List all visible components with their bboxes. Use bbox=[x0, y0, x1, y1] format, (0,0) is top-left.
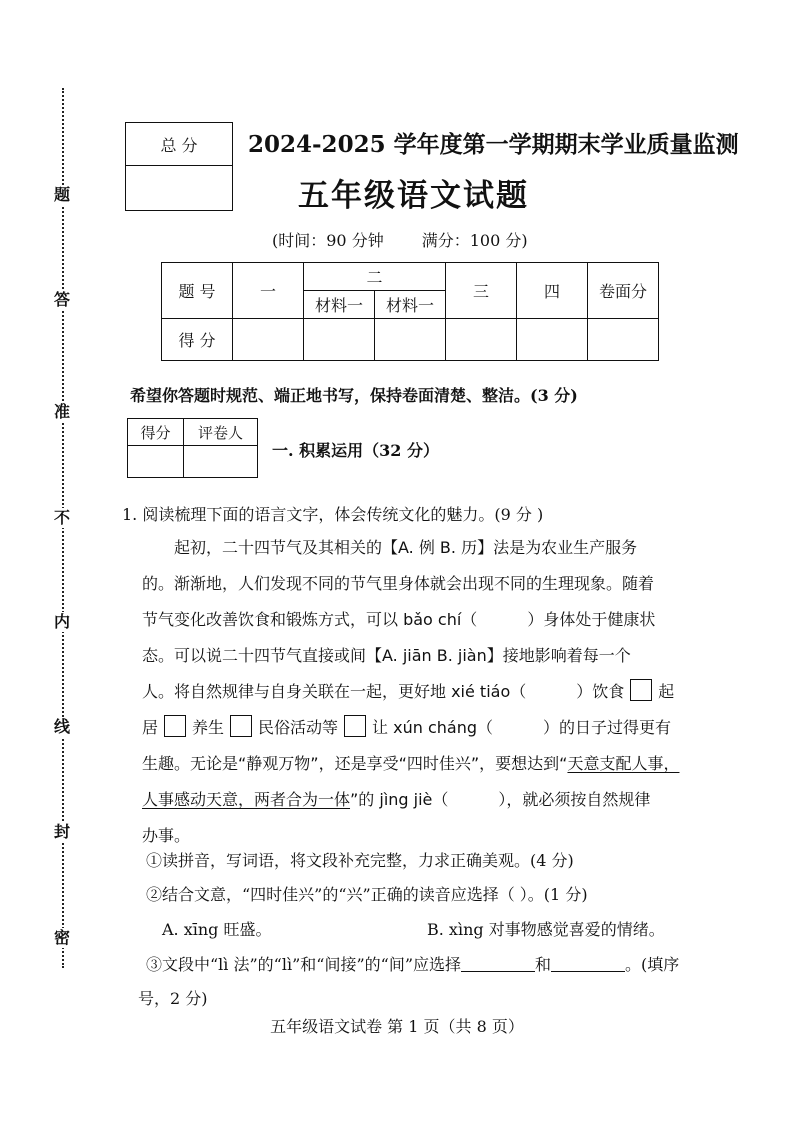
seal-char: 准 bbox=[53, 402, 70, 421]
passage-line bbox=[142, 746, 702, 782]
passage-text: ），就必须按自然规律 bbox=[498, 790, 651, 809]
total-score-label: 总 分 bbox=[126, 123, 233, 166]
answer-line[interactable] bbox=[461, 955, 535, 972]
passage-line: 办事。 bbox=[142, 826, 191, 845]
total-score-field[interactable] bbox=[126, 166, 233, 211]
seal-char: 内 bbox=[53, 612, 70, 631]
passage-text: 养生 bbox=[192, 718, 225, 737]
col-label-5: 卷面分 bbox=[588, 263, 659, 319]
sub-question-3-text: ③文段中“lì 法”的“lì”和“间接”的“间”应选择 bbox=[146, 955, 461, 974]
passage-text: ”的 jìng jiè（ bbox=[350, 790, 449, 809]
punctuation-box[interactable] bbox=[630, 679, 652, 701]
page-footer: 五年级语文试卷 第 1 页（共 8 页） bbox=[270, 1017, 524, 1036]
option-b: B. xìng 对事物感觉喜爱的情绪。 bbox=[427, 920, 665, 939]
grader-name-cell[interactable] bbox=[184, 446, 258, 478]
passage-line bbox=[142, 602, 702, 638]
col-label-2: 二 bbox=[304, 263, 446, 291]
row-label-number: 题 号 bbox=[162, 263, 233, 319]
seal-char: 密 bbox=[53, 928, 70, 947]
sub-question-2: ②结合文意，“四时佳兴”的“兴”正确的读音应选择（ ）。(1 分) bbox=[146, 885, 588, 904]
underlined-text: 天意支配人事， bbox=[567, 754, 680, 773]
sub-question-1: ①读拼音，写词语，将文段补充完整，力求正确美观。(4 分) bbox=[146, 851, 574, 870]
passage-text: ）的日子过得更有 bbox=[543, 718, 672, 737]
punctuation-box[interactable] bbox=[164, 715, 186, 737]
passage-line: 的。渐渐地，人们发现不同的节气里身体就会出现不同的生理现象。随着 bbox=[142, 574, 655, 593]
grader-score-cell[interactable] bbox=[128, 446, 184, 478]
option-a: A. xīng 旺盛。 bbox=[162, 920, 272, 939]
passage-text: ）饮食 bbox=[576, 682, 625, 701]
neatness-note: 希望你答题时规范、端正地书写，保持卷面清楚、整洁。(3 分) bbox=[130, 386, 578, 405]
passage-text: 节气变化改善饮食和锻炼方式，可以 bǎo chí（ bbox=[142, 610, 478, 629]
passage-line: 态。可以说二十四节气直接或间【A. jiān B. jiàn】接地影响着每一个 bbox=[142, 646, 631, 665]
grader-name-label: 评卷人 bbox=[184, 419, 258, 446]
passage-text: 民俗活动等 bbox=[258, 718, 339, 737]
score-cell[interactable] bbox=[446, 319, 517, 361]
col-sub-label-2: 材料一 bbox=[375, 291, 446, 319]
col-sub-label-1: 材料一 bbox=[304, 291, 375, 319]
seal-char: 封 bbox=[53, 822, 70, 841]
question-stem: 1. 阅读梳理下面的语言文字，体会传统文化的魅力。(9 分 ) bbox=[122, 505, 544, 524]
sub-question-3 bbox=[146, 952, 679, 975]
row-label-score: 得 分 bbox=[162, 319, 233, 361]
passage-line bbox=[142, 782, 702, 818]
sub-question-3-cont: 号，2 分) bbox=[138, 989, 208, 1008]
passage-line bbox=[142, 710, 702, 746]
passage-text: ）身体处于健康状 bbox=[527, 610, 656, 629]
exam-full-score: 满分：100 分) bbox=[421, 231, 528, 250]
passage-text: 生趣。无论是“静观万物”，还是享受“四时佳兴”，要想达到“ bbox=[142, 754, 568, 773]
seal-char: 题 bbox=[53, 185, 70, 204]
passage-text: 居 bbox=[142, 718, 159, 737]
exam-time: (时间：90 分钟 bbox=[272, 231, 384, 250]
punctuation-box[interactable] bbox=[344, 715, 366, 737]
col-label-4: 四 bbox=[517, 263, 588, 319]
exam-subtitle: 五年级语文试题 bbox=[298, 178, 529, 214]
seal-char: 线 bbox=[53, 717, 70, 736]
seal-char: 答 bbox=[53, 290, 70, 309]
score-cell[interactable] bbox=[304, 319, 375, 361]
section-title: 一. 积累运用（32 分） bbox=[272, 441, 439, 460]
exam-title: 2024-2025 学年度第一学期期末学业质量监测 bbox=[248, 131, 739, 158]
answer-line[interactable] bbox=[551, 955, 625, 972]
time-info bbox=[272, 228, 566, 251]
score-table bbox=[161, 262, 659, 361]
score-cell[interactable] bbox=[375, 319, 446, 361]
underlined-text: 人事感动天意，两者合为一体 bbox=[142, 790, 351, 809]
score-cell[interactable] bbox=[233, 319, 304, 361]
passage-text: 人。将自然规律与自身关联在一起，更好地 xié tiáo（ bbox=[142, 682, 527, 701]
total-score-box bbox=[125, 122, 233, 211]
score-cell[interactable] bbox=[517, 319, 588, 361]
grader-score-label: 得分 bbox=[128, 419, 184, 446]
passage-text: 起 bbox=[658, 682, 675, 701]
sub-question-3-text: 和 bbox=[535, 955, 552, 974]
passage-text: 让 xún cháng（ bbox=[372, 718, 494, 737]
col-label-3: 三 bbox=[446, 263, 517, 319]
passage-line: 起初，二十四节气及其相关的【A. 例 B. 历】法是为农业生产服务 bbox=[174, 538, 638, 557]
sub-question-3-text: 。(填序 bbox=[625, 955, 680, 974]
seal-char: 不 bbox=[53, 508, 70, 527]
punctuation-box[interactable] bbox=[230, 715, 252, 737]
grader-table bbox=[127, 418, 258, 478]
reading-passage bbox=[142, 530, 702, 854]
score-cell[interactable] bbox=[588, 319, 659, 361]
passage-line bbox=[142, 674, 702, 710]
col-label-1: 一 bbox=[233, 263, 304, 319]
